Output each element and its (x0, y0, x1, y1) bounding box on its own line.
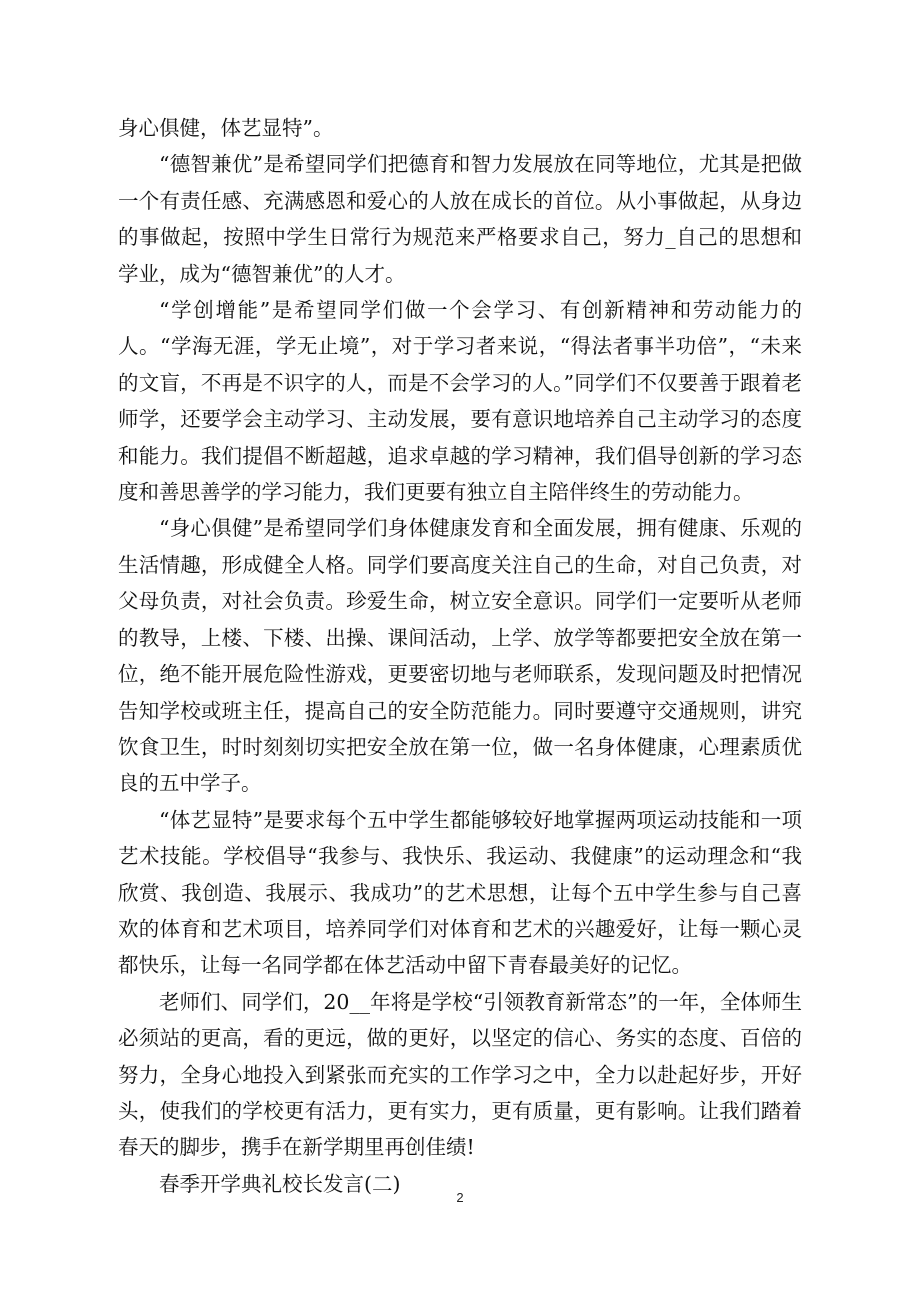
paragraph-shenxin: “身心俱健”是希望同学们身体健康发育和全面发展，拥有健康、乐观的生活情趣，形成健全人格。同学们要高度关注自己的生命，对自己负责，对父母负责，对社会负责。珍爱生命，树立安全意识。同学们一定要听从老师的教导，上楼、下楼、出操、课间活动，上学、放学等都要把安全放在第一位，绝不能开展危险性游戏，更要密切地与老师联系，发现问题及时把情况告知学校或班主任，提高自己的安全防范能力。同时要遵守交通规则，讲究饮食卫生，时时刻刻切实把安全放在第一位，做一名身体健康，心理素质优良的五中学子。 (118, 516, 802, 796)
paragraph-tiyi: “体艺显特”是要求每个五中学生都能够较好地掌握两项运动技能和一项艺术技能。学校倡导“我参与、我快乐、我运动、我健康”的运动理念和“我欣赏、我创造、我展示、我成功”的艺术思想，让每个五中学生参与自己喜欢的体育和艺术项目，培养同学们对体育和艺术的兴趣爱好，让每一颗心灵都快乐，让每一名同学都在体艺活动中留下青春最美好的记忆。 (118, 807, 802, 978)
paragraph-closing: 老师们、同学们，20__年将是学校“引领教育新常态”的一年，全体师生必须站的更高，看的更远，做的更好，以坚定的信心、务实的态度、百倍的努力，全身心地投入到紧张而充实的工作学习之中，全力以赴起好步，开好头，使我们的学校更有活力，更有实力，更有质量，更有影响。让我们踏着春天的脚步，携手在新学期里再创佳绩! (118, 989, 802, 1160)
document-body (118, 110, 802, 1202)
section-heading: 春季开学典礼校长发言(二) (159, 1171, 401, 1196)
paragraph-xuechuang: “学创增能”是希望同学们做一个会学习、有创新精神和劳动能力的人。“学海无涯，学无止境”，对于学习者来说，“得法者事半功倍”，“未来的文盲，不再是不识字的人，而是不会学习的人。”同学们不仅要善于跟着老师学，还要学会主动学习、主动发展，要有意识地培养自己主动学习的态度和能力。我们提倡不断超越，追求卓越的学习精神，我们倡导创新的学习态度和善思善学的学习能力，我们更要有独立自主陪伴终生的劳动能力。 (118, 298, 802, 505)
page-number: 2 (456, 1190, 464, 1205)
paragraph-dezhi: “德智兼优”是希望同学们把德育和智力发展放在同等地位，尤其是把做一个有责任感、充满感恩和爱心的人放在成长的首位。从小事做起，从身边的事做起，按照中学生日常行为规范来严格要求自己，努力_自己的思想和学业，成为“德智兼优”的人才。 (118, 152, 802, 286)
paragraph-continuation: 身心俱健，体艺显特”。 (118, 116, 334, 140)
